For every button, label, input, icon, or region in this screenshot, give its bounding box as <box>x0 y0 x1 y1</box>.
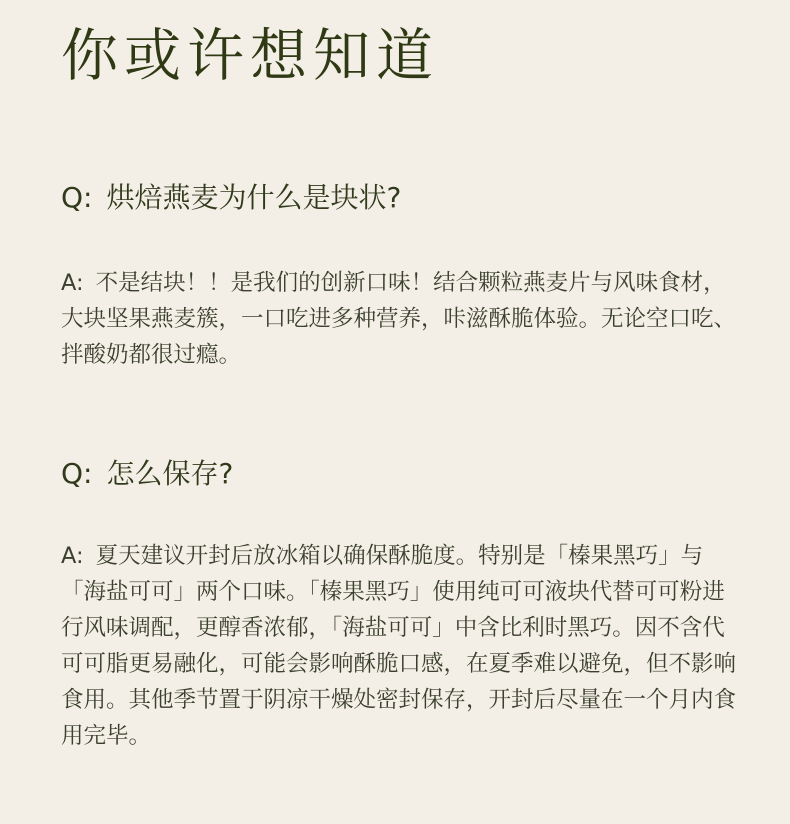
faq-question-1 <box>61 180 401 216</box>
question-label: Q: <box>61 181 93 214</box>
question-text: 怎么保存? <box>106 457 234 490</box>
faq-answer-2 <box>61 538 736 754</box>
faq-question-2 <box>61 456 233 492</box>
page-title: 你或许想知道 <box>61 23 439 89</box>
answer-label: A: <box>61 543 84 569</box>
faq-answer-1 <box>61 265 736 373</box>
answer-text: 不是结块！！是我们的创新口味！结合颗粒燕麦片与风味食材，大块坚果燕麦簇，一口吃进多种营养，咔滋酥脆体验。无论空口吃、拌酸奶都很过瘾。 <box>61 270 737 368</box>
answer-label: A: <box>61 270 84 296</box>
question-text: 烘焙燕麦为什么是块状? <box>106 181 402 214</box>
answer-text: 夏天建议开封后放冰箱以确保酥脆度。特别是「榛果黑巧」与「海盐可可」两个口味。「榛果黑巧」使用纯可可液块代替可可粉进行风味调配，更醇香浓郁，「海盐可可」中含比利时黑巧。因不含代可可脂更易融化，可能会影响酥脆口感，在夏季难以避免，但不影响食用。其他季节置于阴凉干燥处密封保存，开封后尽量在一个月内食用完毕。 <box>61 543 737 749</box>
question-label: Q: <box>61 457 93 490</box>
